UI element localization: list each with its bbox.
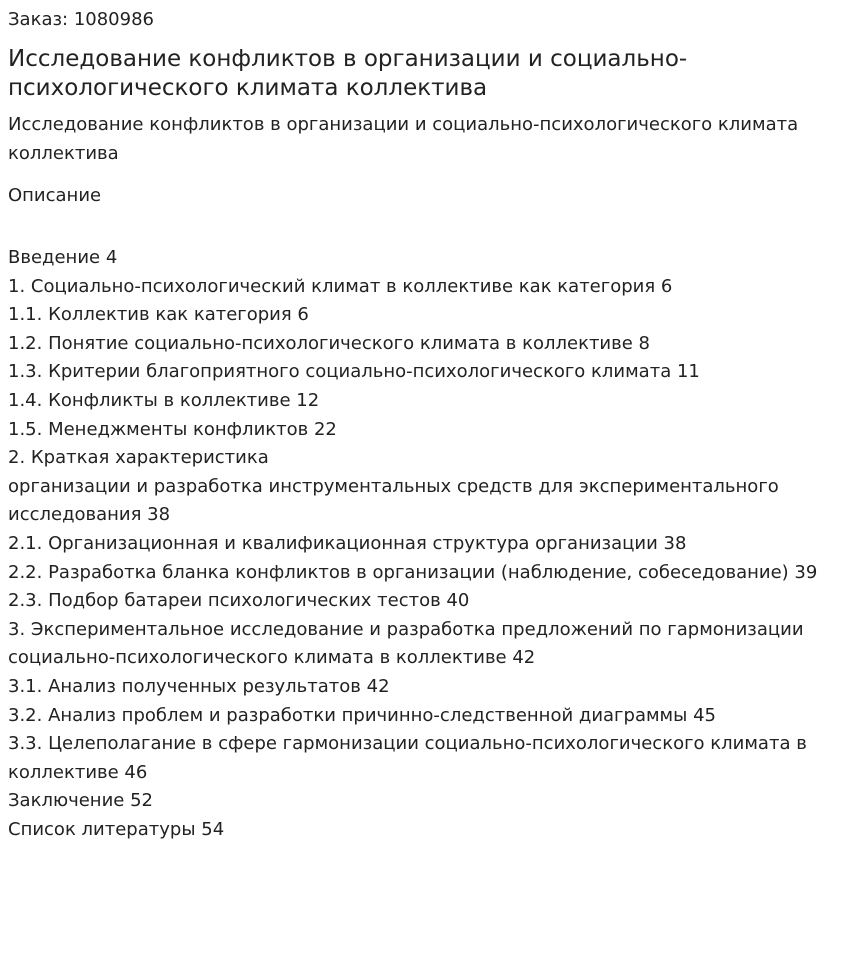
toc-item: 1. Социально-психологический климат в коллективе как категория 6 bbox=[8, 275, 673, 297]
toc-item: 2.2. Разработка бланка конфликтов в организации (наблюдение, собеседование) 39 bbox=[8, 561, 818, 583]
table-of-contents bbox=[8, 244, 839, 844]
page-subtitle: Исследование конфликтов в организации и социально-психологического климата коллектива bbox=[8, 114, 799, 164]
description-heading: Описание bbox=[8, 185, 102, 206]
toc-item: 2.3. Подбор батареи психологических тестов 40 bbox=[8, 590, 470, 612]
toc-item: 2.1. Организационная и квалификационная структура организации 38 bbox=[8, 532, 687, 554]
toc-item: 3.1. Анализ полученных результатов 42 bbox=[8, 675, 390, 697]
toc-item: 3. Экспериментальное исследование и разработка предложений по гармонизации социально-психологического климата в коллективе 42 bbox=[8, 618, 804, 669]
page-title: Исследование конфликтов в организации и социально-психологического климата коллектива bbox=[8, 46, 688, 101]
toc-item: 1.4. Конфликты в коллективе 12 bbox=[8, 389, 320, 411]
toc-item: 1.1. Коллектив как категория 6 bbox=[8, 304, 309, 326]
toc-item: 3.3. Целеполагание в сфере гармонизации социально-психологического климата в коллективе 46 bbox=[8, 733, 807, 783]
toc-item: Введение 4 bbox=[8, 247, 118, 268]
toc-item: организации и разработка инструментальных средств для экспериментального исследования 38 bbox=[8, 475, 779, 526]
toc-item: Список литературы 54 bbox=[8, 818, 225, 840]
order-number: Заказ: 1080986 bbox=[8, 9, 154, 30]
toc-item: 2. Краткая характеристика bbox=[8, 447, 269, 469]
toc-item: 3.2. Анализ проблем и разработки причинно-следственной диаграммы 45 bbox=[8, 704, 716, 726]
toc-item: 1.5. Менеджменты конфликтов 22 bbox=[8, 418, 337, 440]
toc-item: Заключение 52 bbox=[8, 790, 153, 812]
toc-item: 1.2. Понятие социально-психологического климата в коллективе 8 bbox=[8, 332, 650, 354]
toc-item: 1.3. Критерии благоприятного социально-психологического климата 11 bbox=[8, 361, 700, 383]
